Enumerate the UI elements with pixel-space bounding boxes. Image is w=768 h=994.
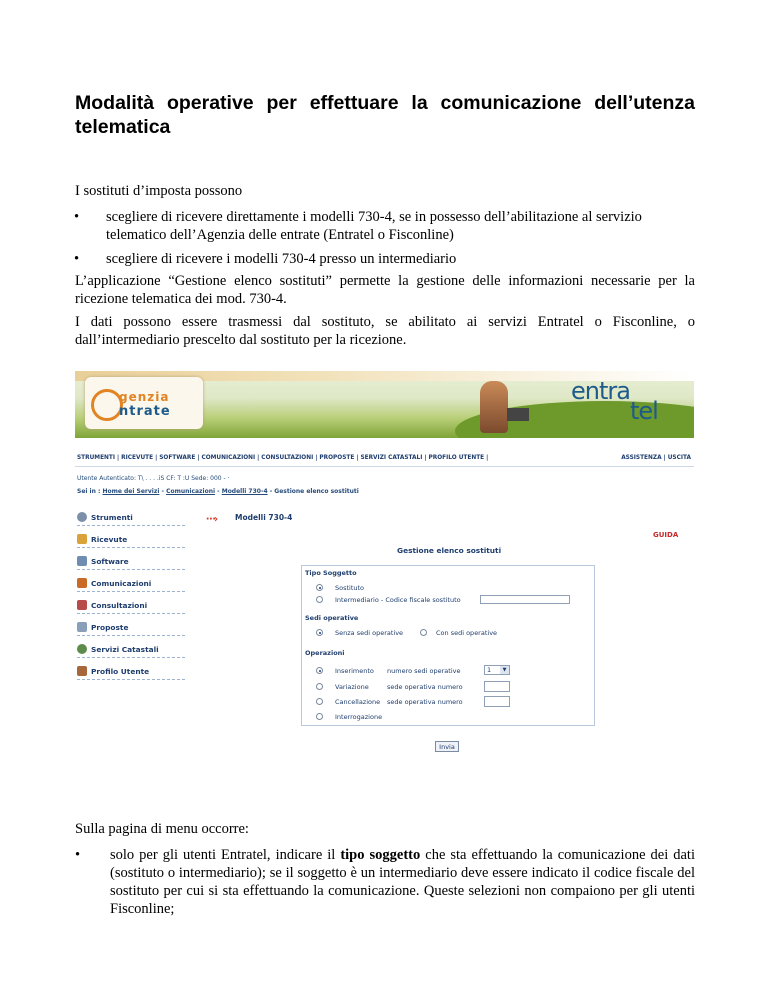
- sidebar-item-label: Profilo Utente: [91, 667, 150, 676]
- list-item-text-bold: tipo soggetto: [340, 847, 421, 863]
- sostituti-form: [301, 565, 595, 726]
- breadcrumb: [77, 488, 359, 495]
- radio-variazione[interactable]: [316, 683, 323, 690]
- proposal-icon: [77, 622, 87, 632]
- user-info: Utente Autenticato: T\ . . . .iS CF: T :U Sede: 000 - ·: [77, 475, 230, 482]
- form-title: Gestione elenco sostituti: [397, 546, 502, 555]
- search-icon: [77, 600, 87, 610]
- sidebar-item-label: Strumenti: [91, 513, 133, 522]
- list-item-text-post: che sta effettuando la comunicazione dei dati (sostituto o intermediario); se il soggetto è un intermediario deve essere indicato il codice fiscale del sostituto per cui si sta effettuando la comunicazione. Queste selezioni non compaiono per gli utenti Fisconline;: [110, 847, 695, 917]
- numero-sedi-value: 1: [487, 666, 492, 674]
- paragraph: Sulla pagina di menu occorre:: [75, 821, 249, 837]
- sidebar-item-label: Comunicazioni: [91, 579, 152, 588]
- paragraph: I dati possono essere trasmessi dal sostituto, se abilitato ai servizi Entratel o Fisconline, o dall’intermediario prescelto dal sostituto per la ricezione.: [75, 314, 695, 348]
- list-item-text-pre: solo per gli utenti Entratel, indicare il: [110, 847, 341, 863]
- breadcrumb-home-link[interactable]: Home dei Servizi: [102, 488, 160, 495]
- laptop-image: [507, 408, 529, 421]
- radio-inserimento[interactable]: [316, 667, 323, 674]
- sidebar-item-consultazioni[interactable]: [77, 600, 185, 614]
- radio-inserimento-label: Inserimento: [335, 667, 374, 675]
- top-menu-links[interactable]: STRUMENTI | RICEVUTE | SOFTWARE | COMUNICAZIONI | CONSULTAZIONI | PROPOSTE | SERVIZI CATASTALI | PROFILO UTENTE |: [77, 455, 489, 461]
- sidebar-item-ricevute[interactable]: [77, 534, 185, 548]
- embedded-screenshot: [75, 371, 694, 796]
- map-icon: [77, 644, 87, 654]
- user-icon: [77, 666, 87, 676]
- sidebar-item-servizi-catastali[interactable]: [77, 644, 185, 658]
- radio-senza-sedi-label: Senza sedi operative: [335, 629, 404, 637]
- invia-button[interactable]: Invia: [435, 741, 459, 752]
- radio-sostituto[interactable]: [316, 584, 323, 591]
- bullet-icon: •: [75, 847, 81, 863]
- breadcrumb-comunicazioni-link[interactable]: Comunicazioni: [166, 488, 216, 495]
- radio-intermediario[interactable]: [316, 596, 323, 603]
- sidebar-item-label: Consultazioni: [91, 601, 148, 610]
- radio-interrogazione[interactable]: [316, 713, 323, 720]
- top-menu: [75, 453, 694, 463]
- list-item-text: scegliere di ricevere direttamente i modelli 730-4, se in possesso dell’abilitazione al servizio telematico dell’Agenzia delle entrate (Entratel o Fisconline): [106, 209, 642, 243]
- paragraph: L’applicazione “Gestione elenco sostituti” permette la gestione delle informazioni necessarie per la ricezione telematica dei mod. 730-4.: [75, 273, 695, 307]
- mail-icon: [77, 578, 87, 588]
- sidebar-item-profilo-utente[interactable]: [77, 666, 185, 680]
- page-title: Modelli 730-4: [235, 513, 293, 522]
- top-menu-right-links[interactable]: ASSISTENZA | USCITA: [621, 455, 691, 461]
- sidebar-item-comunicazioni[interactable]: [77, 578, 185, 592]
- list-item: [75, 846, 695, 918]
- list-item: [74, 208, 696, 244]
- arrow-icon: ⋯›: [206, 514, 217, 525]
- sidebar-item-label: Servizi Catastali: [91, 645, 159, 654]
- sidebar-item-strumenti[interactable]: [77, 512, 185, 526]
- numero-sedi-select[interactable]: [484, 665, 510, 675]
- sidebar-item-proposte[interactable]: [77, 622, 185, 636]
- bullet-icon: •: [74, 251, 80, 267]
- cancellazione-sede-input[interactable]: [484, 696, 510, 707]
- breadcrumb-prefix: Sei in :: [77, 488, 103, 495]
- radio-cancellazione-label: Cancellazione: [335, 698, 381, 706]
- variazione-sede-label: sede operativa numero: [387, 683, 463, 691]
- codice-fiscale-input[interactable]: [480, 595, 570, 604]
- radio-con-sedi[interactable]: [420, 629, 427, 636]
- bullet-icon: •: [74, 209, 80, 225]
- sidebar-item-label: Ricevute: [91, 535, 128, 544]
- radio-intermediario-label: Intermediario - Codice fiscale sostituto: [335, 596, 461, 604]
- sidebar-item-label: Software: [91, 557, 129, 566]
- numero-sedi-label: numero sedi operative: [387, 667, 461, 675]
- radio-cancellazione[interactable]: [316, 698, 323, 705]
- breadcrumb-separator: -: [215, 488, 222, 495]
- radio-senza-sedi[interactable]: [316, 629, 323, 636]
- list-item: [74, 250, 696, 268]
- document-title: Modalità operative per effettuare la comunicazione dell’utenza telematica: [75, 92, 695, 138]
- entratel-brand: entra: [571, 377, 630, 405]
- header-banner: [75, 371, 694, 438]
- radio-con-sedi-label: Con sedi operative: [436, 629, 498, 637]
- breadcrumb-modelli-link[interactable]: Modelli 730-4: [221, 488, 268, 495]
- section-operazioni: Operazioni: [305, 649, 345, 657]
- variazione-sede-input[interactable]: [484, 681, 510, 692]
- chevron-down-icon: ▼: [500, 666, 509, 674]
- software-icon: [77, 556, 87, 566]
- radio-sostituto-label: Sostituto: [335, 584, 365, 592]
- person-image: [480, 381, 508, 433]
- logo-line-1: genzia: [119, 390, 170, 404]
- guida-link[interactable]: GUIDA: [653, 531, 679, 539]
- tools-icon: [77, 512, 87, 522]
- breadcrumb-current: - Gestione elenco sostituti: [267, 488, 359, 495]
- logo-line-2: ntrate: [119, 404, 171, 419]
- radio-interrogazione-label: Interrogazione: [335, 713, 383, 721]
- sidebar-item-software[interactable]: [77, 556, 185, 570]
- agenzia-entrate-logo: [85, 377, 203, 429]
- entratel-brand-tel: tel: [630, 397, 658, 425]
- sidebar-item-label: Proposte: [91, 623, 129, 632]
- receipt-icon: [77, 534, 87, 544]
- cancellazione-sede-label: sede operativa numero: [387, 698, 463, 706]
- radio-variazione-label: Variazione: [335, 683, 369, 691]
- breadcrumb-separator: -: [159, 488, 167, 495]
- intro-paragraph: I sostituti d’imposta possono: [75, 183, 243, 199]
- section-sedi-operative: Sedi operative: [305, 614, 359, 622]
- section-tipo-soggetto: Tipo Soggetto: [305, 569, 357, 577]
- list-item-text: scegliere di ricevere i modelli 730-4 presso un intermediario: [106, 251, 457, 267]
